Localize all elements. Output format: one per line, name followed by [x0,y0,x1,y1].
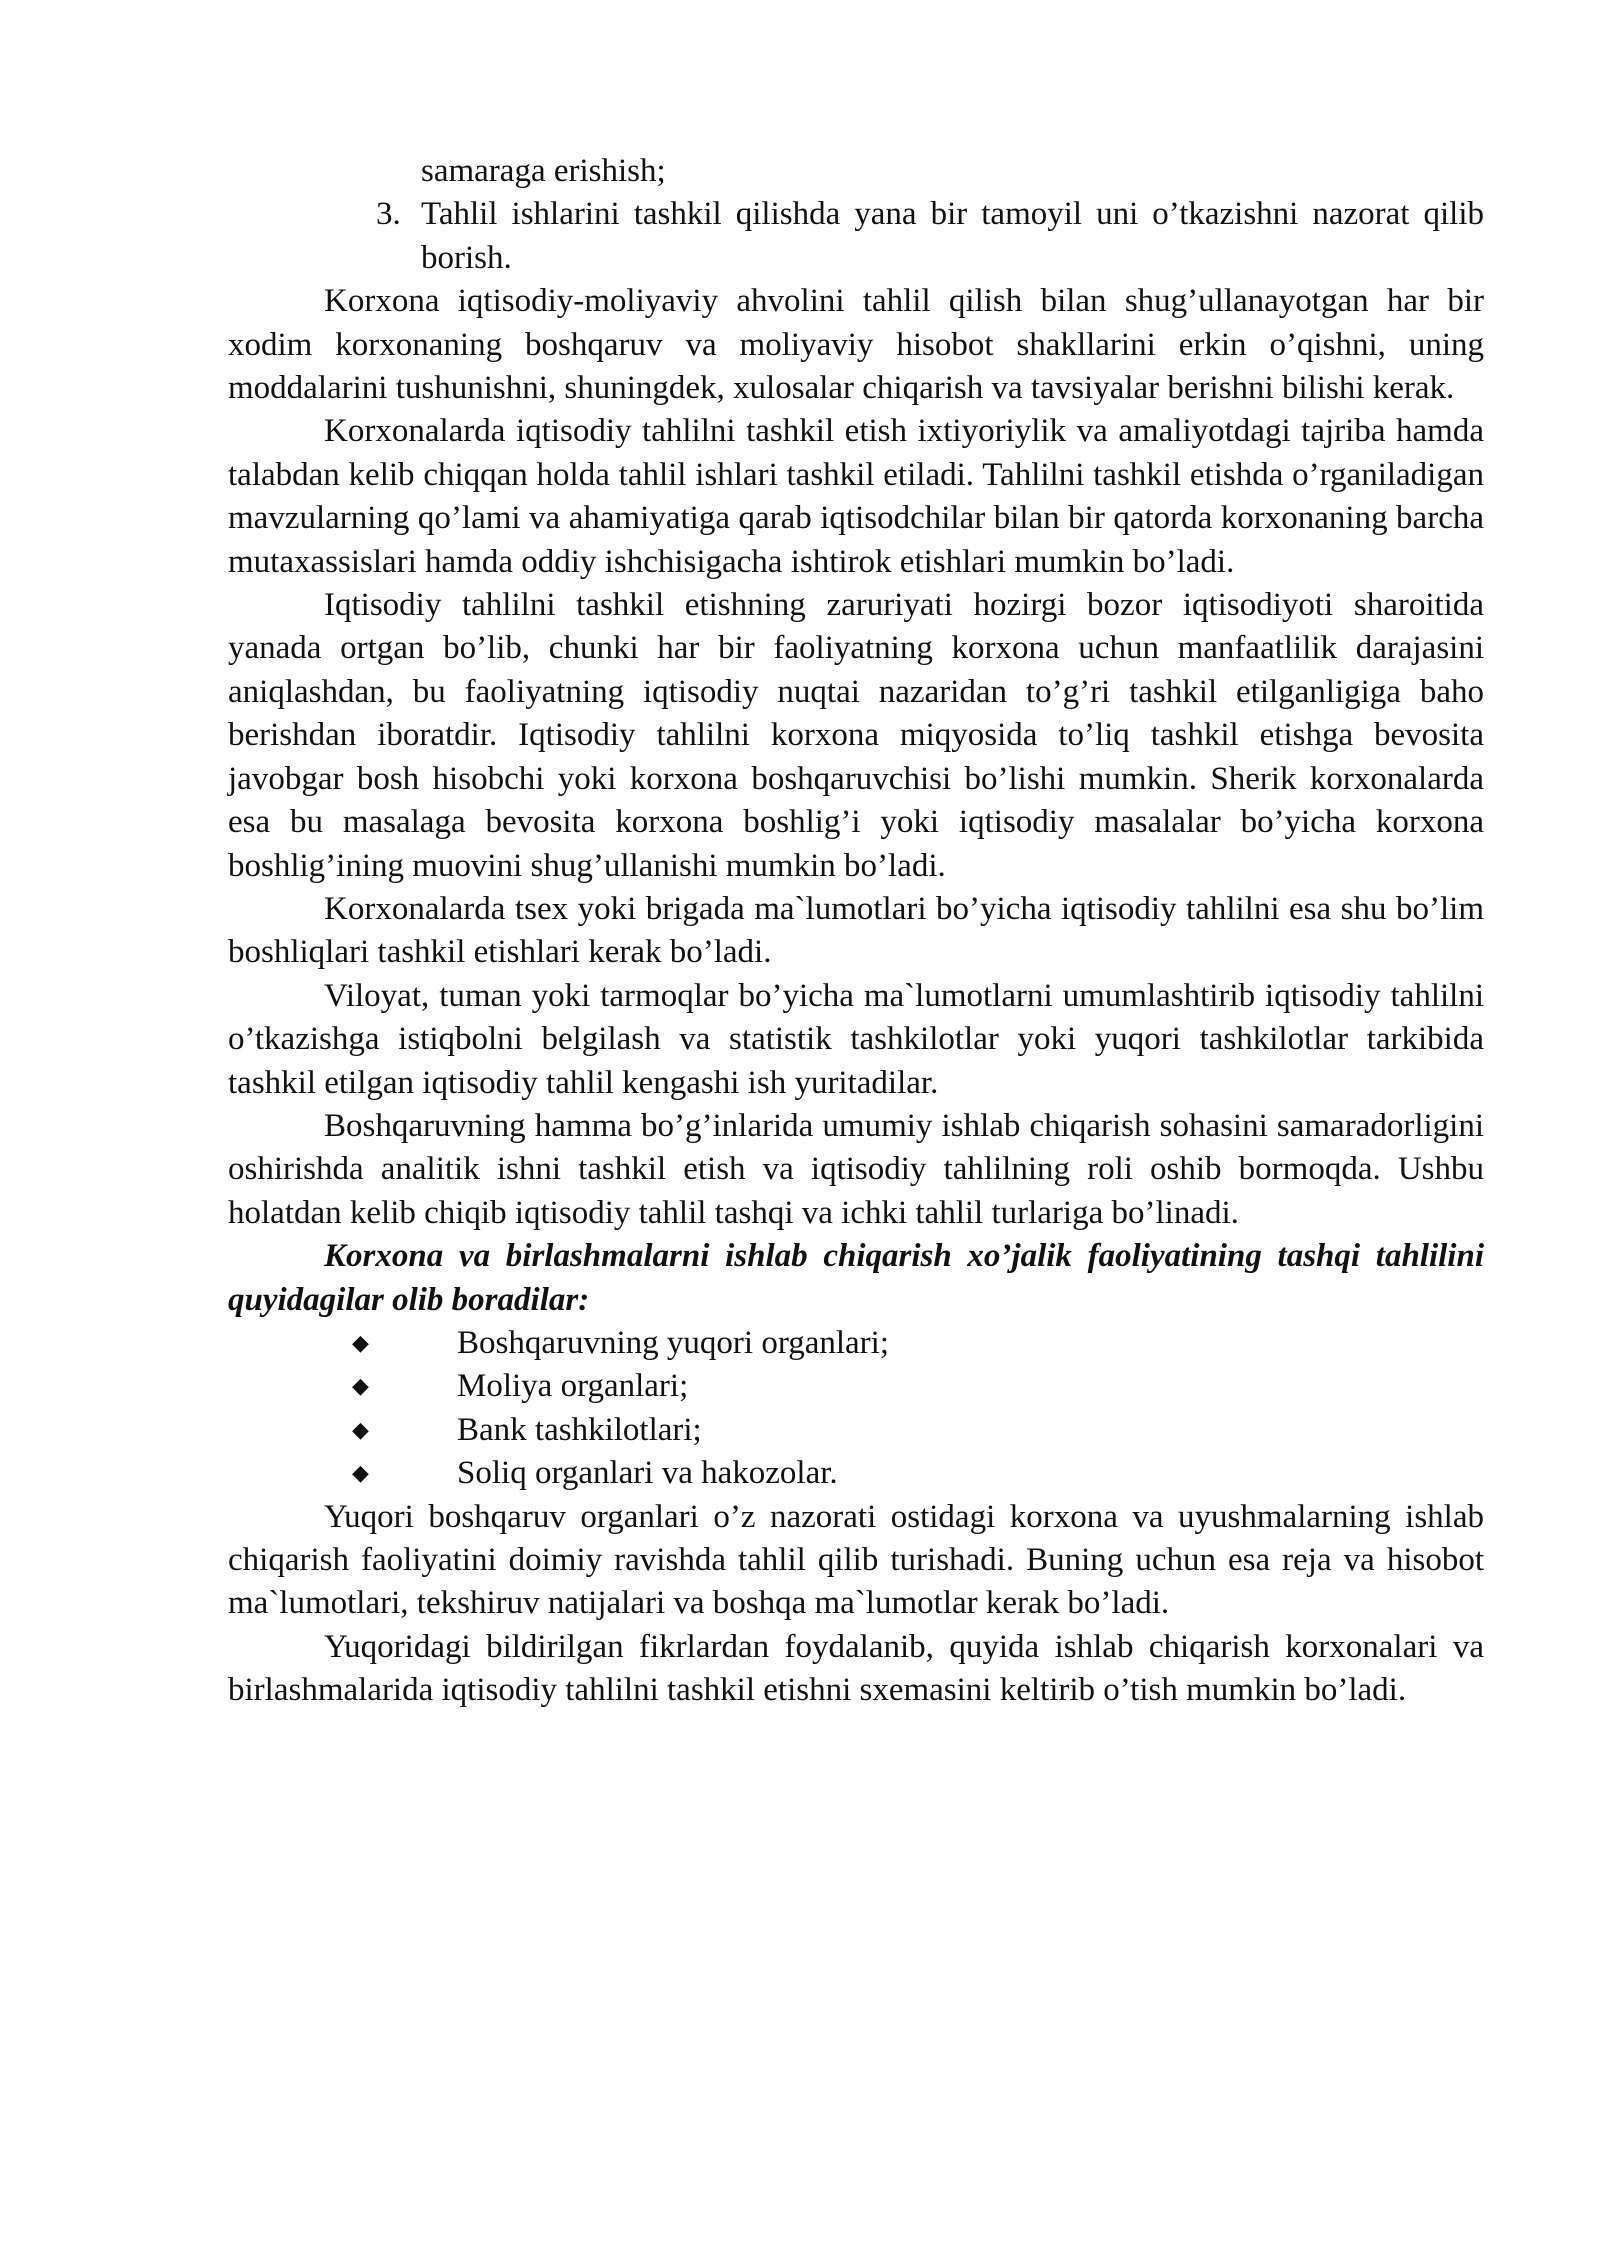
paragraph: Korxonalarda iqtisodiy tahlilni tashkil etish ixtiyoriylik va amaliyotdagi tajriba hamda talabdan kelib chiqqan holda tahlil ishlari tashkil etiladi. Tahlilni tashkil etishda o’rganiladigan mavzularning qo’lami va ahamiyatiga qarab iqtisodchilar bilan bir qatorda korxonaning barcha mutaxassislari hamda oddiy ishchisigacha ishtirok etishlari mumkin bo’ladi. [228,413,1484,580]
diamond-bullet-icon: ◆ [352,1374,369,1400]
list-item [228,1365,1484,1408]
intro-continuation: samaraga erishish; [421,153,666,189]
paragraph: Yuqori boshqaruv organlari o’z nazorati ostidagi korxona va uyushmalarning ishlab chiqarish faoliyatini doimiy ravishda tahlil qilib turishadi. Buning uchun esa reja va hisobot ma`lumotlari, tekshiruv natijalari va boshqa ma`lumotlar kerak bo’ladi. [228,1498,1484,1622]
emphasis-heading: Korxona va birlashmalarni ishlab chiqarish xo’jalik faoliyatining tashqi tahlilini quyidagilar olib boradilar: [228,1238,1484,1318]
paragraph: Boshqaruvning hamma bo’g’inlarida umumiy ishlab chiqarish sohasini samaradorligini oshirishda analitik ishni tashkil etish va iqtisodiy tahlilning roli oshib bormoqda. Ushbu holatdan kelib chiqib iqtisodiy tahlil tashqi va ichki tahlil turlariga bo’linadi. [228,1107,1484,1231]
paragraph: Viloyat, tuman yoki tarmoqlar bo’yicha ma`lumotlarni umumlashtirib iqtisodiy tahlilni o’tkazishga istiqbolni belgilash va statistik tashkilotlar yoki yuqori tashkilotlar tarkibida tashkil etilgan iqtisodiy tahlil kengashi ish yuritadilar. [228,977,1484,1101]
bullet-list [228,1322,1484,1496]
list-item-text: Tahlil ishlarini tashkil qilishda yana bir tamoyil uni o’tkazishni nazorat qilib borish. [421,196,1484,276]
paragraph: Yuqoridagi bildirilgan fikrlardan foydalanib, quyida ishlab chiqarish korxonalari va birlashmalarida iqtisodiy tahlilni tashkil etishni sxemasini keltirib o’tish mumkin bo’ladi. [228,1628,1484,1709]
diamond-bullet-icon: ◆ [352,1330,369,1356]
bullet-text: Soliq organlari va hakozolar. [457,1455,838,1492]
bullet-text: Moliya organlari; [457,1368,689,1405]
list-item [228,1409,1484,1452]
bullet-text: Bank tashkilotlari; [457,1411,702,1448]
numbered-list-item [228,193,1484,280]
diamond-bullet-icon: ◆ [352,1461,369,1487]
diamond-bullet-icon: ◆ [352,1417,369,1443]
list-item [228,1452,1484,1495]
paragraph: Iqtisodiy tahlilni tashkil etishning zaruriyati hozirgi bozor iqtisodiyoti sharoitida yanada ortgan bo’lib, chunki har bir faoliyatning korxona uchun manfaatlilik darajasini aniqlashdan, bu faoliyatning iqtisodiy nuqtai nazaridan to’g’ri tashkil etilganligiga baho berishdan iboratdir. Iqtisodiy tahlilni korxona miqyosida to’liq tashkil etishga bevosita javobgar bosh hisobchi yoki korxona boshqaruvchisi bo’lishi mumkin. Sherik korxonalarda esa bu masalaga bevosita korxona boshlig’i yoki iqtisodiy masalalar bo’yicha korxona boshlig’ining muovini shug’ullanishi mumkin bo’ladi. [228,587,1484,884]
document-body [228,150,1484,1713]
paragraph: Korxona iqtisodiy-moliyaviy ahvolini tahlil qilish bilan shug’ullanayotgan har bir xodim korxonaning boshqaruv va moliyaviy hisobot shakllarini erkin o’qishni, uning moddalarini tushunishni, shuningdek, xulosalar chiqarish va tavsiyalar berishni bilishi kerak. [228,283,1484,407]
list-item [228,1322,1484,1365]
bullet-text: Boshqaruvning yuqori organlari; [457,1324,889,1361]
paragraph: Korxonalarda tsex yoki brigada ma`lumotlari bo’yicha iqtisodiy tahlilni esa shu bo’lim boshliqlari tashkil etishlari kerak bo’ladi. [228,890,1484,971]
list-number: 3. [376,196,401,233]
